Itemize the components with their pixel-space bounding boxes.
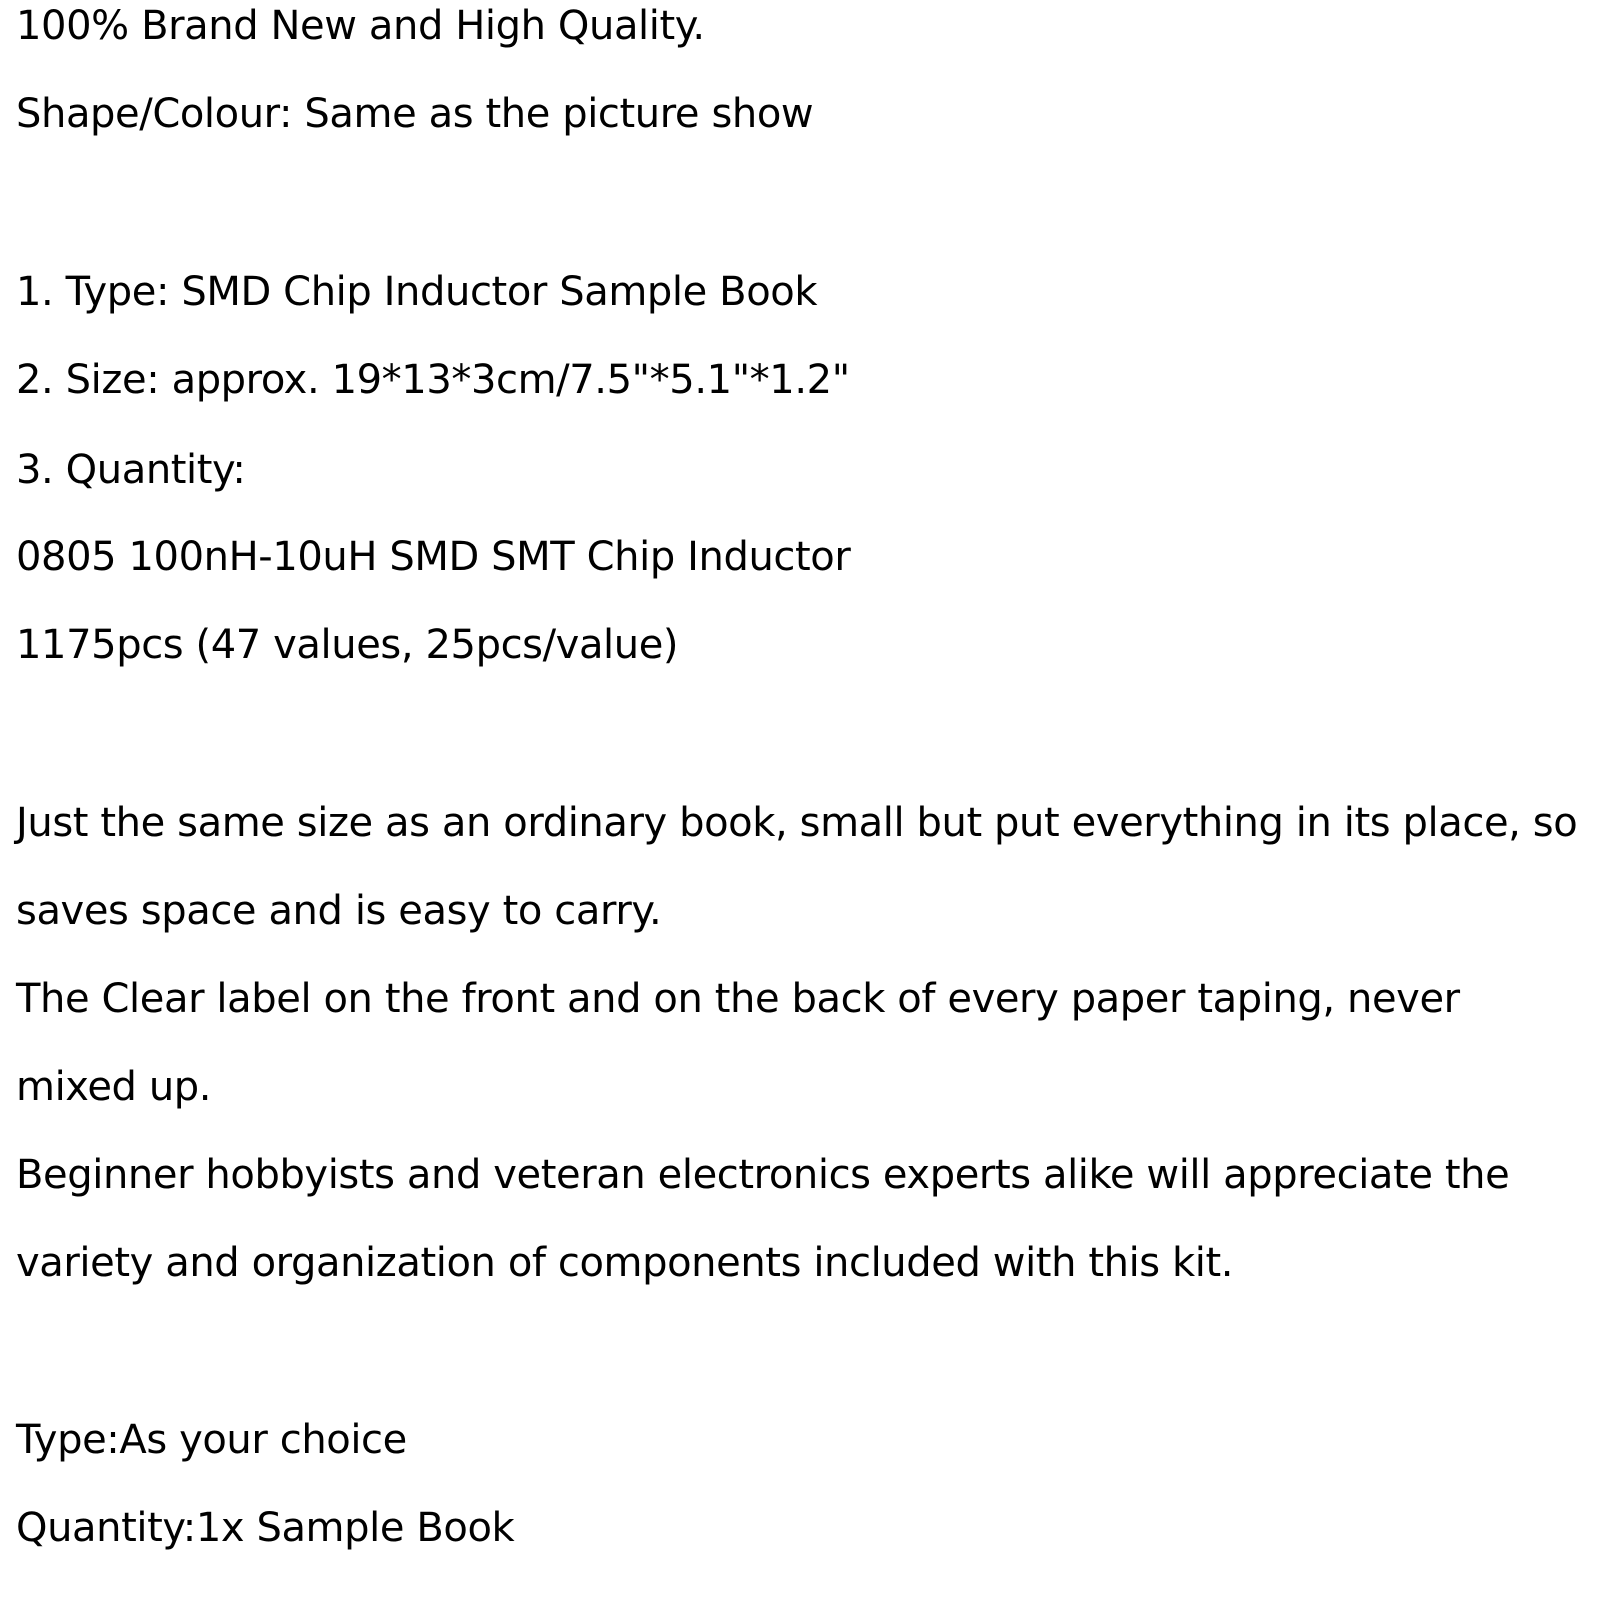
- spec-type-line: 1. Type: SMD Chip Inductor Sample Book: [16, 269, 818, 315]
- package-quantity-line: Quantity:1x Sample Book: [16, 1505, 515, 1551]
- quality-statement: 100% Brand New and High Quality.: [16, 3, 705, 49]
- description-line: mixed up.: [16, 1064, 212, 1110]
- description-line: The Clear label on the front and on the back of every paper taping, never: [16, 976, 1460, 1022]
- shape-colour-line: Shape/Colour: Same as the picture show: [16, 91, 814, 137]
- spec-piece-count: 1175pcs (47 values, 25pcs/value): [16, 622, 679, 668]
- description-line: saves space and is easy to carry.: [16, 888, 662, 934]
- type-choice-line: Type:As your choice: [16, 1417, 407, 1463]
- spec-inductor-range: 0805 100nH-10uH SMD SMT Chip Inductor: [16, 534, 851, 580]
- description-line: variety and organization of components included with this kit.: [16, 1240, 1234, 1286]
- description-line: Beginner hobbyists and veteran electronics experts alike will appreciate the: [16, 1152, 1510, 1198]
- spec-size-line: 2. Size: approx. 19*13*3cm/7.5"*5.1"*1.2": [16, 357, 850, 403]
- description-line: Just the same size as an ordinary book, small but put everything in its place, so: [16, 800, 1578, 846]
- spec-quantity-heading: 3. Quantity:: [16, 447, 246, 493]
